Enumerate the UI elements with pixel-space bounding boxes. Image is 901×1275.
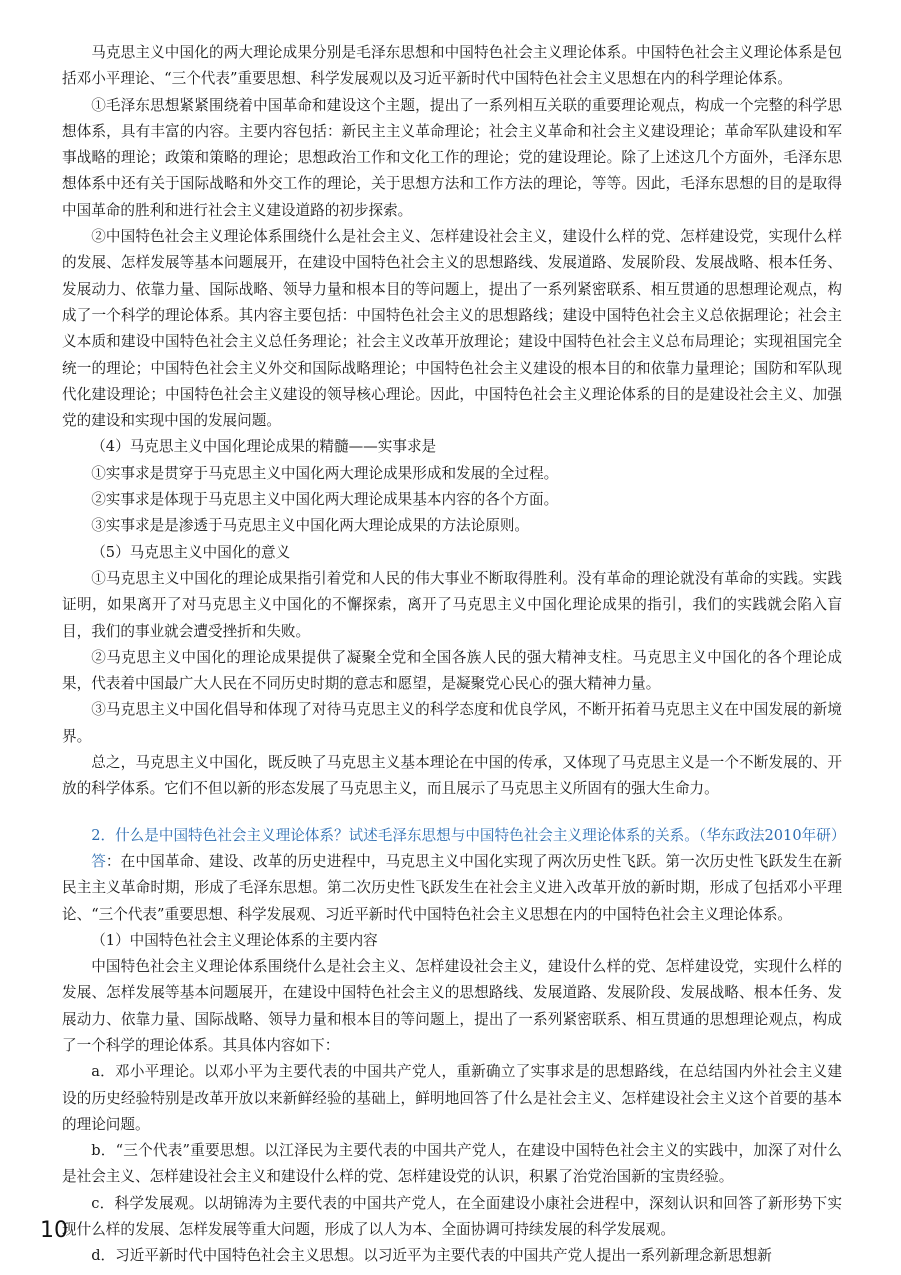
section-heading: （5）马克思主义中国化的意义: [91, 543, 291, 561]
list-item: b．“三个代表”重要思想。以江泽民为主要代表的中国共产党人，在建设中国特色社会主义的实践中，加深了对什么是社会主义、怎样建设社会主义和建设什么样的党、怎样建设党的认识，积累了治党治国新的宝贵经验。: [62, 1142, 842, 1186]
section-heading: （1）中国特色社会主义理论体系的主要内容: [91, 931, 378, 949]
page-number: 10: [40, 1218, 68, 1243]
answer-paragraph: [62, 849, 842, 928]
paragraph: ③马克思主义中国化倡导和体现了对待马克思主义的科学态度和优良学风，不断开拓着马克思主义在中国发展的新境界。: [62, 701, 842, 745]
list-item: ①实事求是贯穿于马克思主义中国化两大理论成果形成和发展的全过程。: [91, 464, 559, 482]
list-item: a．邓小平理论。以邓小平为主要代表的中国共产党人，重新确立了实事求是的思想路线，在总结国内外社会主义建设的历史经验特别是改革开放以来新鲜经验的基础上，鲜明地回答了什么是社会主义、怎样建设社会主义这个首要的基本的理论问题。: [62, 1063, 842, 1133]
answer-label: 答: [91, 852, 106, 870]
question-heading: 2．什么是中国特色社会主义理论体系？试述毛泽东思想与中国特色社会主义理论体系的关系。（华东政法2010年研）: [91, 826, 846, 844]
paragraph: ②中国特色社会主义理论体系围绕什么是社会主义、怎样建设社会主义，建设什么样的党、怎样建设党，实现什么样的发展、怎样发展等基本问题展开，在建设中国特色社会主义的思想路线、发展道路、发展阶段、发展战略、根本任务、发展动力、依靠力量、国际战略、领导力量和根本目的等问题上，提出了一系列紧密联系、相互贯通的思想理论观点，构成了一个科学的理论体系。其内容主要包括：中国特色社会主义的思想路线；建设中国特色社会主义总依据理论；社会主义本质和建设中国特色社会主义总任务理论；社会主义改革开放理论；建设中国特色社会主义总布局理论；实现祖国完全统一的理论；中国特色社会主义外交和国际战略理论；中国特色社会主义建设的根本目的和依靠力量理论；国防和军队现代化建设理论；中国特色社会主义建设的领导核心理论。因此，中国特色社会主义理论体系的目的是建设社会主义、加强党的建设和实现中国的发展问题。: [62, 228, 842, 430]
paragraph: ②马克思主义中国化的理论成果提供了凝聚全党和全国各族人民的强大精神支柱。马克思主义中国化的各个理论成果，代表着中国最广大人民在不同历史时期的意志和愿望，是凝聚党心民心的强大精神力量。: [62, 648, 842, 693]
paragraph: 总之，马克思主义中国化，既反映了马克思主义基本理论在中国的传承，又体现了马克思主义是一个不断发展的、开放的科学体系。它们不但以新的形态发展了马克思主义，而且展示了马克思主义所固有的强大生命力。: [62, 754, 842, 798]
paragraph: 中国特色社会主义理论体系围绕什么是社会主义、怎样建设社会主义，建设什么样的党、怎样建设党，实现什么样的发展、怎样发展等基本问题展开，在建设中国特色社会主义的思想路线、发展道路、发展阶段、发展战略、根本任务、发展动力、依靠力量、国际战略、领导力量和根本目的等问题上，提出了一系列紧密联系、相互贯通的思想理论观点，构成了一个科学的理论体系。其具体内容如下：: [62, 958, 842, 1054]
answer-text: ：在中国革命、建设、改革的历史进程中，马克思主义中国化实现了两次历史性飞跃。第一次历史性飞跃发生在新民主主义革命时期，形成了毛泽东思想。第二次历史性飞跃发生在社会主义进入改革开放的新时期，形成了包括邓小平理论、“三个代表”重要思想、科学发展观、习近平新时代中国特色社会主义思想在内的中国特色社会主义理论体系。: [62, 852, 842, 923]
paragraph: ①马克思主义中国化的理论成果指引着党和人民的伟大事业不断取得胜利。没有革命的理论就没有革命的实践。实践证明，如果离开了对马克思主义中国化的不懈探索，离开了马克思主义中国化理论成果的指引，我们的实践就会陷入盲目，我们的事业就会遭受挫折和失败。: [62, 569, 842, 640]
document-body: [62, 40, 846, 1270]
list-item: c．科学发展观。以胡锦涛为主要代表的中国共产党人，在全面建设小康社会进程中，深刻认识和回答了新形势下实现什么样的发展、怎样发展等重大问题，形成了以人为本、全面协调可持续发展的科学发展观。: [62, 1194, 842, 1239]
paragraph: ①毛泽东思想紧紧围绕着中国革命和建设这个主题，提出了一系列相互关联的重要理论观点，构成一个完整的科学思想体系，具有丰富的内容。主要内容包括：新民主主义革命理论；社会主义革命和社会主义建设理论；革命军队建设和军事战略的理论；政策和策略的理论；思想政治工作和文化工作的理论；党的建设理论。除了上述这几个方面外，毛泽东思想体系中还有关于国际战略和外交工作的理论，关于思想方法和工作方法的理论，等等。因此，毛泽东思想的目的是取得中国革命的胜利和进行社会主义建设道路的初步探索。: [62, 96, 842, 219]
spacer: [62, 803, 842, 823]
section-heading: （4）马克思主义中国化理论成果的精髓——实事求是: [91, 438, 437, 456]
list-item: d．习近平新时代中国特色社会主义思想。以习近平为主要代表的中国共产党人提出一系列新理念新思想新: [91, 1247, 772, 1265]
list-item: ③实事求是是渗透于马克思主义中国化两大理论成果的方法论原则。: [91, 517, 530, 535]
list-item: ②实事求是体现于马克思主义中国化两大理论成果基本内容的各个方面。: [91, 491, 559, 509]
paragraph: 马克思主义中国化的两大理论成果分别是毛泽东思想和中国特色社会主义理论体系。中国特色社会主义理论体系是包括邓小平理论、“三个代表”重要思想、科学发展观以及习近平新时代中国特色社会主义思想在内的科学理论体系。: [62, 44, 842, 88]
